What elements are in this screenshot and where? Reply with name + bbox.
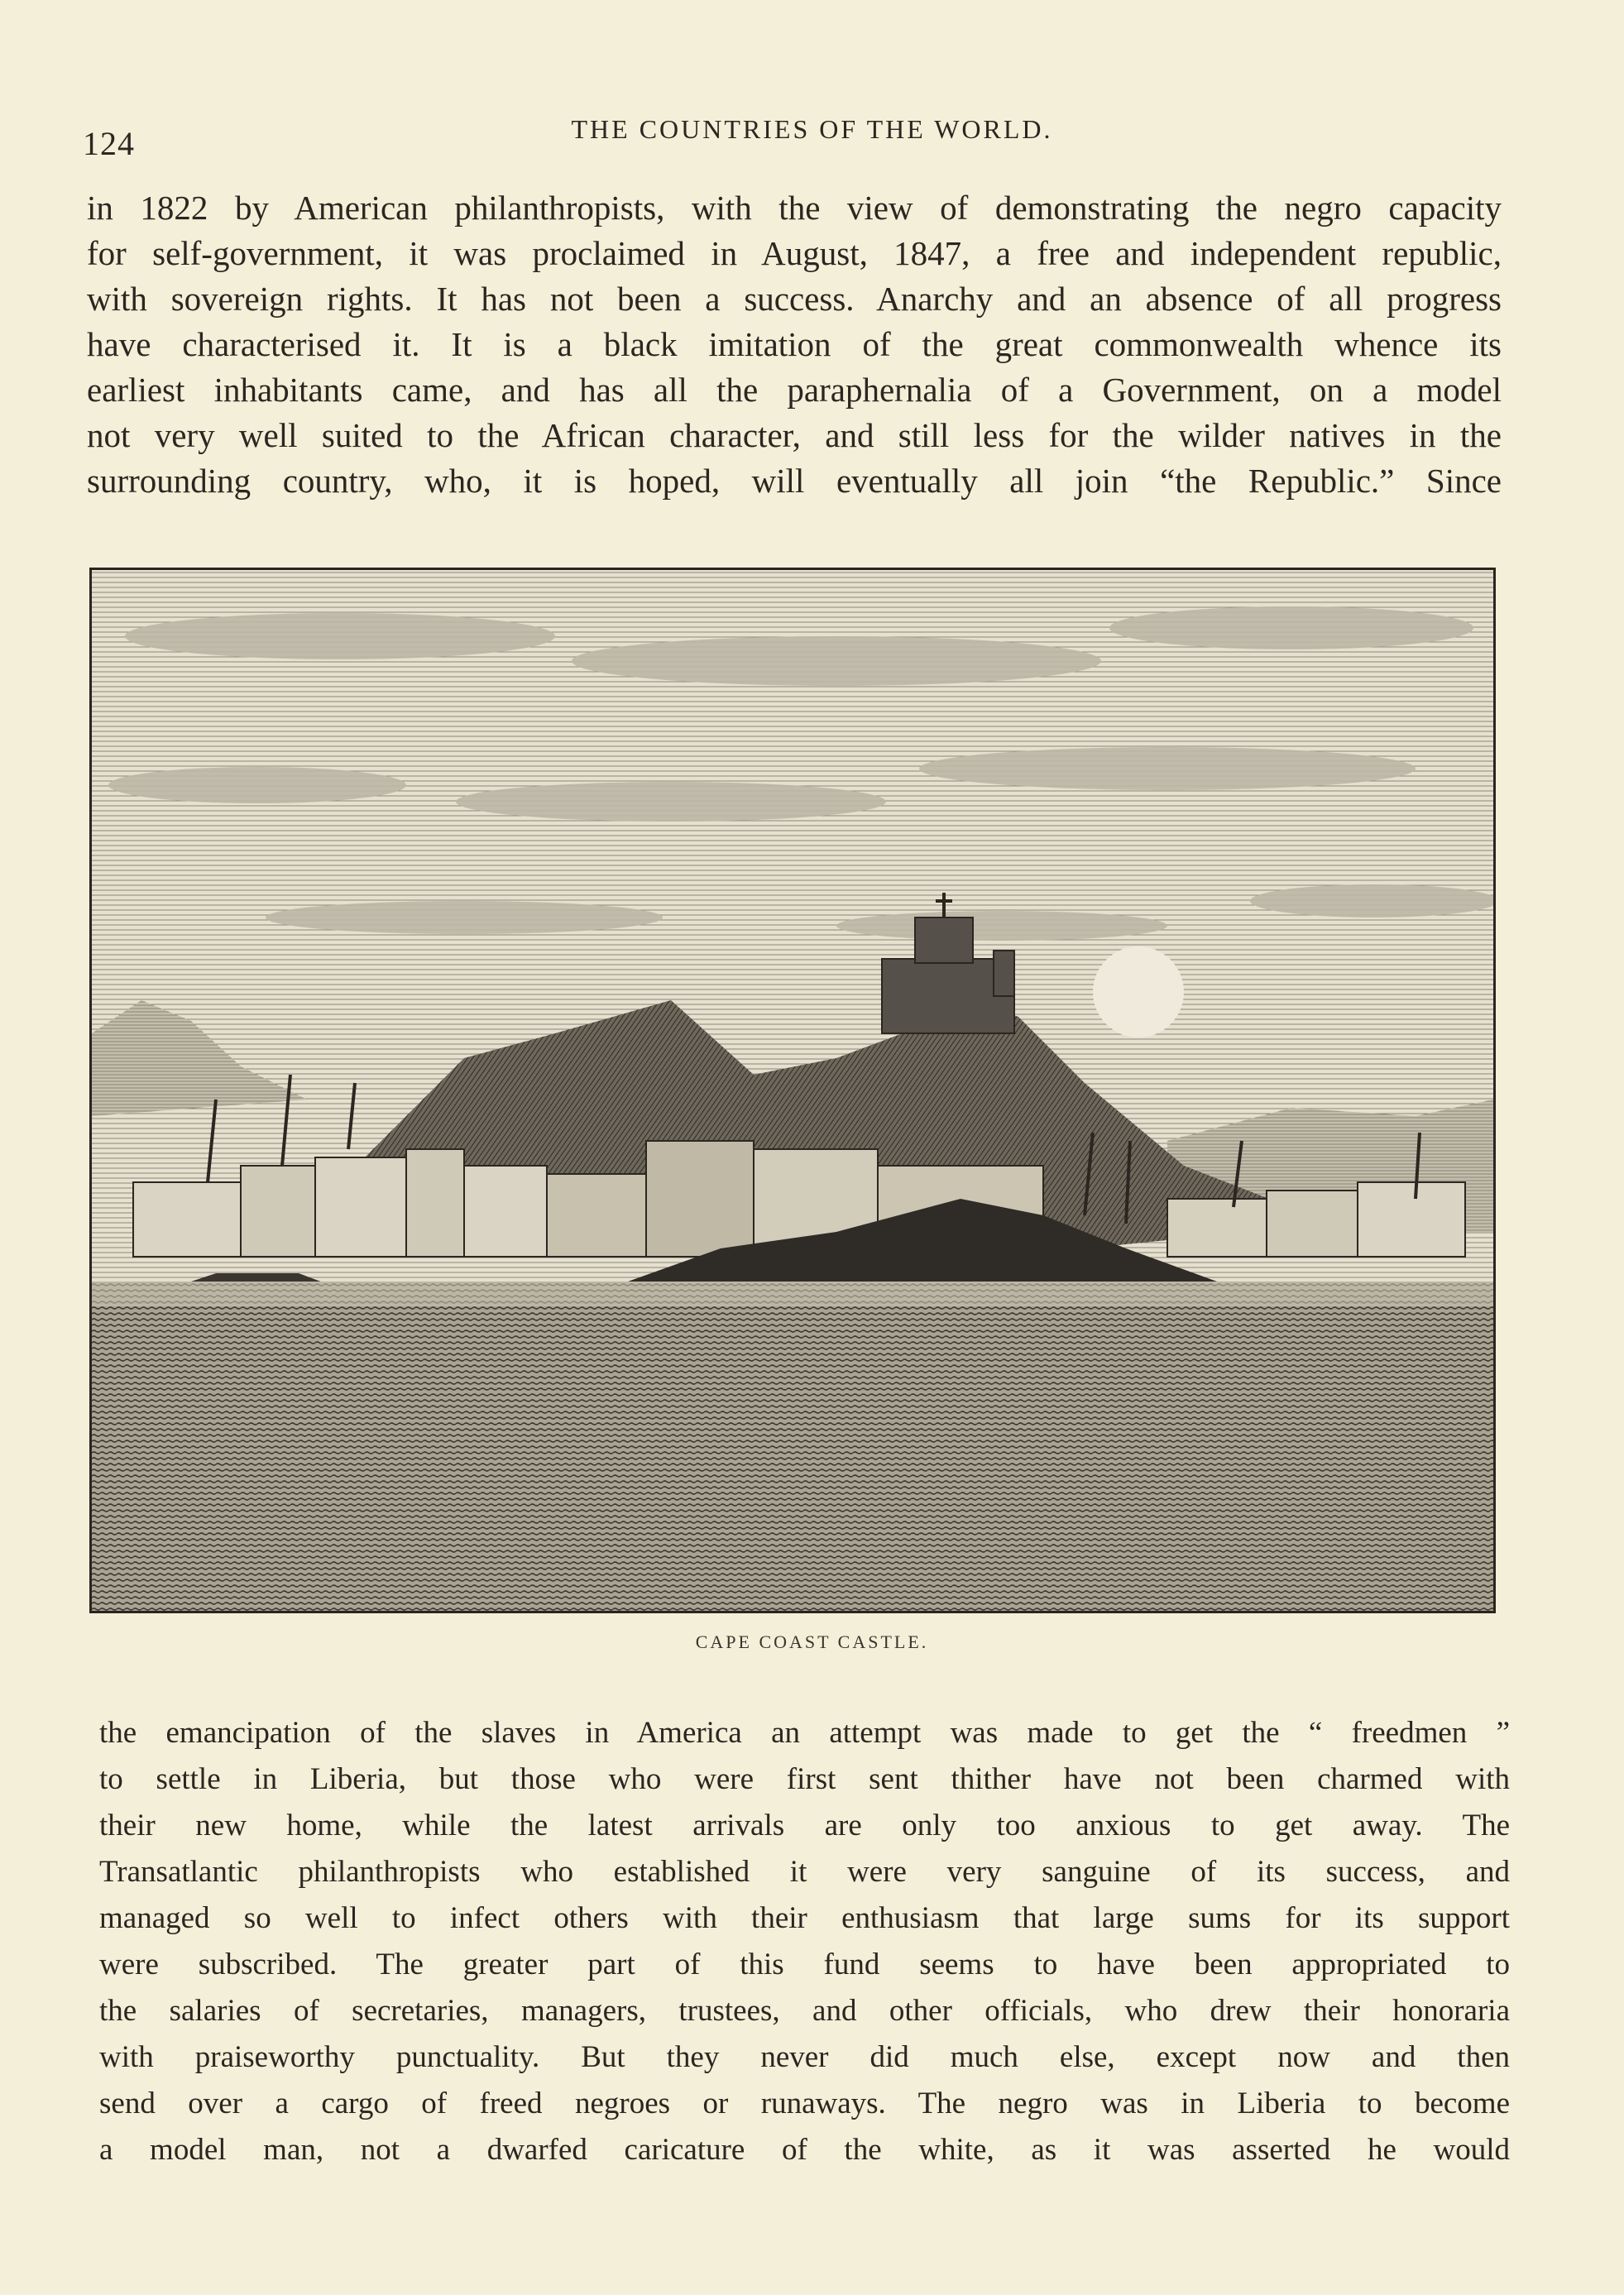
text-line: in 1822 by American philanthropists, with the view of demonstrating the negro capacity: [87, 189, 1502, 227]
text-line: the emancipation of the slaves in America an attempt was made to get the “ freedmen ”: [99, 1716, 1510, 1750]
body-text-top: [87, 185, 1502, 504]
text-line: a model man, not a dwarfed caricature of the white, as it was asserted he would: [99, 2133, 1510, 2167]
text-line: the salaries of secretaries, managers, trustees, and other officials, who drew their honoraria: [99, 1994, 1510, 2028]
text-line: have characterised it. It is a black imitation of the great commonwealth whence its: [87, 325, 1502, 363]
text-line: managed so well to infect others with their enthusiasm that large sums for its support: [99, 1901, 1510, 1935]
text-line: send over a cargo of freed negroes or runaways. The negro was in Liberia to become: [99, 2087, 1510, 2120]
engraving-cape-coast-castle: [89, 568, 1496, 1613]
text-line: Transatlantic philanthropists who established it were very sanguine of its success, and: [99, 1855, 1510, 1889]
running-head: THE COUNTRIES OF THE WORLD.: [571, 114, 1053, 144]
text-line: surrounding country, who, it is hoped, will eventually all join “the Republic.” Since: [87, 462, 1502, 500]
text-line: for self-government, it was proclaimed in August, 1847, a free and independent republic,: [87, 234, 1502, 272]
text-line: with praiseworthy punctuality. But they never did much else, except now and then: [99, 2040, 1510, 2074]
body-text-bottom: [99, 1710, 1510, 2173]
text-line: to settle in Liberia, but those who were first sent thither have not been charmed with: [99, 1762, 1510, 1796]
text-line: with sovereign rights. It has not been a success. Anarchy and an absence of all progress: [87, 280, 1502, 318]
text-line: were subscribed. The greater part of this fund seems to have been appropriated to: [99, 1948, 1510, 1981]
text-line: not very well suited to the African character, and still less for the wilder natives in the: [87, 416, 1502, 454]
page-number: 124: [83, 125, 135, 162]
text-line: earliest inhabitants came, and has all the paraphernalia of a Government, on a model: [87, 371, 1502, 409]
text-line: their new home, while the latest arrivals are only too anxious to get away. The: [99, 1809, 1510, 1842]
illustration-caption: CAPE COAST CASTLE.: [695, 1631, 929, 1652]
